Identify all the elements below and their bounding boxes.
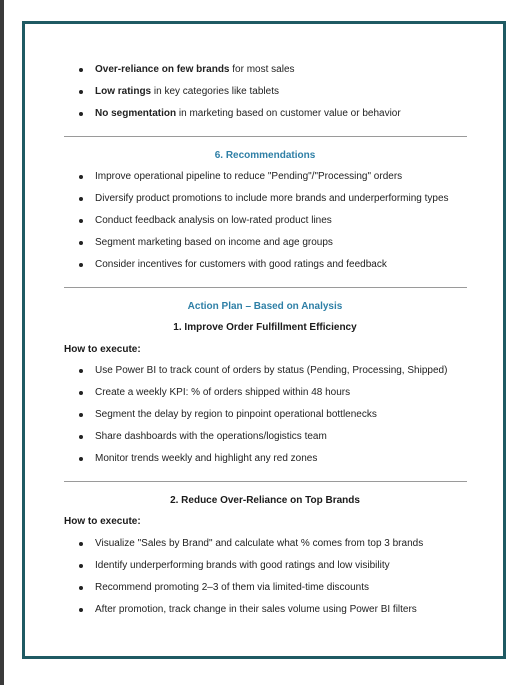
bullet-icon (79, 241, 83, 245)
bullet-icon (79, 175, 83, 179)
list-item (0, 210, 530, 232)
issue-bold: No segmentation (95, 108, 177, 119)
recommendations-heading: 6. Recommendations (214, 150, 316, 161)
step-text: Use Power BI to track count of orders by status (Pending, Processing, Shipped) (95, 365, 448, 376)
how-to-execute-label: How to execute: (64, 516, 141, 527)
section-divider (64, 287, 467, 288)
list-item (0, 599, 530, 621)
section-1-heading: 1. Improve Order Fulfillment Efficiency (173, 322, 357, 333)
bullet-icon (79, 391, 83, 395)
section-2-steps (0, 533, 530, 621)
recommendation-text: Consider incentives for customers with good ratings and feedback (95, 259, 387, 270)
bullet-icon (79, 457, 83, 461)
list-item (0, 188, 530, 210)
bullet-icon (79, 564, 83, 568)
step-text: Create a weekly KPI: % of orders shipped within 48 hours (95, 387, 351, 398)
step-text: Monitor trends weekly and highlight any red zones (95, 453, 318, 464)
section-2-heading: 2. Reduce Over-Reliance on Top Brands (170, 495, 360, 506)
bullet-icon (79, 219, 83, 223)
list-item (0, 254, 530, 276)
list-item (0, 360, 530, 382)
list-item (0, 103, 530, 125)
list-item (0, 59, 530, 81)
list-item (0, 533, 530, 555)
bullet-icon (79, 68, 83, 72)
bullet-icon (79, 413, 83, 417)
issues-list (0, 59, 530, 125)
list-item (0, 404, 530, 426)
section-1-steps (0, 360, 530, 470)
section-divider (64, 136, 467, 137)
issue-text: in marketing based on customer value or behavior (176, 108, 401, 119)
list-item (0, 166, 530, 188)
list-item (0, 81, 530, 103)
how-to-execute-label: How to execute: (64, 344, 141, 355)
bullet-icon (79, 90, 83, 94)
list-item (0, 448, 530, 470)
list-item (0, 232, 530, 254)
issue-bold: Low ratings (95, 86, 152, 97)
step-text: Visualize "Sales by Brand" and calculate what % comes from top 3 brands (95, 538, 424, 549)
recommendation-text: Conduct feedback analysis on low-rated product lines (95, 215, 332, 226)
issue-text: in key categories like tablets (151, 86, 279, 97)
list-item (0, 382, 530, 404)
recommendations-list (0, 166, 530, 276)
bullet-icon (79, 263, 83, 267)
list-item (0, 426, 530, 448)
action-plan-heading: Action Plan – Based on Analysis (187, 301, 343, 312)
step-text: After promotion, track change in their sales volume using Power BI filters (95, 604, 417, 615)
list-item (0, 577, 530, 599)
recommendation-text: Improve operational pipeline to reduce "Pending"/"Processing" orders (95, 171, 403, 182)
step-text: Recommend promoting 2–3 of them via limited-time discounts (95, 582, 370, 593)
list-item (0, 555, 530, 577)
issue-text: for most sales (229, 64, 295, 75)
recommendation-text: Segment marketing based on income and age groups (95, 237, 333, 248)
issue-bold: Over-reliance on few brands (95, 64, 230, 75)
section-divider (64, 481, 467, 482)
bullet-icon (79, 112, 83, 116)
bullet-icon (79, 369, 83, 373)
bullet-icon (79, 542, 83, 546)
bullet-icon (79, 608, 83, 612)
recommendation-text: Diversify product promotions to include more brands and underperforming types (95, 193, 449, 204)
bullet-icon (79, 435, 83, 439)
bullet-icon (79, 586, 83, 590)
step-text: Segment the delay by region to pinpoint operational bottlenecks (95, 409, 377, 420)
step-text: Share dashboards with the operations/logistics team (95, 431, 327, 442)
bullet-icon (79, 197, 83, 201)
step-text: Identify underperforming brands with good ratings and low visibility (95, 560, 390, 571)
